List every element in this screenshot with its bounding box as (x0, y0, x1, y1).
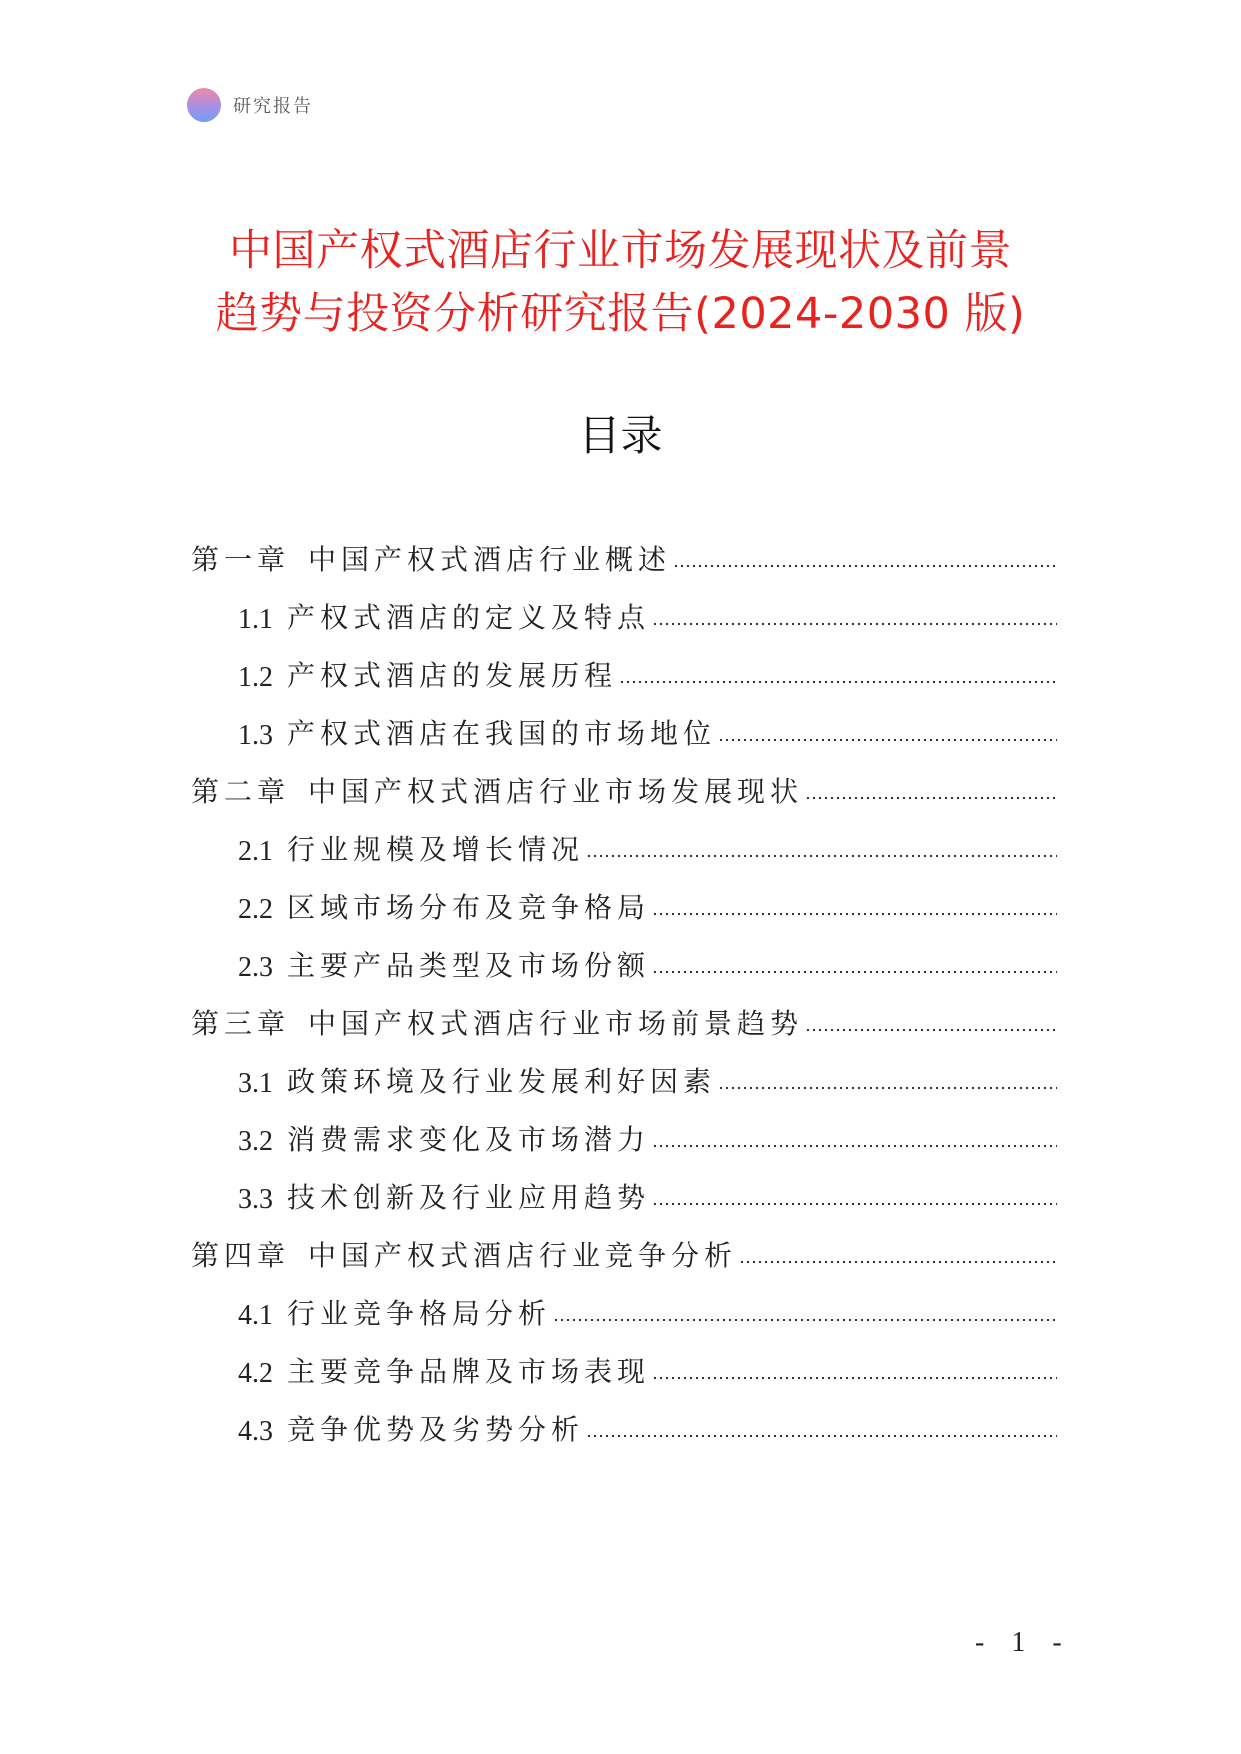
toc-entry-number: 4.2 (238, 1358, 273, 1389)
toc-entry-number: 第一章 (191, 543, 291, 576)
toc-entry-title: 中国产权式酒店行业市场发展现状 (308, 775, 804, 808)
toc-entry-title: 技术创新及行业应用趋势 (287, 1181, 651, 1214)
report-title-line-2: 趋势与投资分析研究报告(2024-2030 版) (215, 289, 1026, 339)
toc-entry[interactable] (238, 1408, 1057, 1448)
toc-entry-title: 产权式酒店的定义及特点 (287, 601, 651, 634)
toc-entry[interactable] (238, 1118, 1057, 1158)
toc-entry[interactable] (238, 1060, 1057, 1100)
toc-entry-title: 区域市场分布及竞争格局 (287, 891, 651, 924)
toc-dot-leader (652, 621, 1057, 627)
toc-entry[interactable] (238, 654, 1057, 694)
toc-entry-title: 行业竞争格局分析 (287, 1297, 552, 1330)
toc-dot-leader (553, 1317, 1057, 1323)
page-number: - 1 - (975, 1627, 1072, 1658)
toc-heading: 目录 (578, 411, 663, 460)
toc-dot-leader (586, 1433, 1057, 1439)
toc-entry-number: 4.3 (238, 1416, 273, 1447)
header-label: 研究报告 (233, 96, 313, 117)
toc-entry-number: 2.1 (238, 836, 273, 867)
toc-entry[interactable] (238, 828, 1057, 868)
toc-entry[interactable] (238, 1292, 1057, 1332)
toc-entry-number: 1.3 (238, 720, 273, 751)
toc-dot-leader (652, 1375, 1057, 1381)
toc-dot-leader (805, 795, 1057, 801)
toc-entry[interactable] (238, 1350, 1057, 1390)
toc-entry[interactable] (238, 596, 1057, 636)
toc-dot-leader (652, 969, 1057, 975)
toc-entry[interactable] (191, 770, 1057, 810)
toc-entry-title: 行业规模及增长情况 (287, 833, 585, 866)
toc-dot-leader (652, 1143, 1057, 1149)
toc-entry-title: 主要产品类型及市场份额 (287, 949, 651, 982)
report-title (0, 220, 1241, 346)
toc-entry-number: 3.3 (238, 1184, 273, 1215)
toc-dot-leader (739, 1259, 1057, 1265)
toc-entry[interactable] (191, 1002, 1057, 1042)
toc-entry-title: 中国产权式酒店行业概述 (308, 543, 672, 576)
report-title-line-1: 中国产权式酒店行业市场发展现状及前景 (229, 226, 1012, 276)
toc-entry-number: 2.2 (238, 894, 273, 925)
toc-entry[interactable] (238, 886, 1057, 926)
toc-entry-title: 政策环境及行业发展利好因素 (287, 1065, 717, 1098)
toc-dot-leader (718, 737, 1057, 743)
toc-entry[interactable] (191, 538, 1057, 578)
toc-dot-leader (619, 679, 1057, 685)
toc-dot-leader (718, 1085, 1057, 1091)
logo-circle-icon (187, 88, 221, 122)
toc-entry[interactable] (191, 1234, 1057, 1274)
toc-entry-title: 产权式酒店在我国的市场地位 (287, 717, 717, 750)
toc-entry[interactable] (238, 944, 1057, 984)
toc-entry-number: 4.1 (238, 1300, 273, 1331)
toc-entry-number: 3.1 (238, 1068, 273, 1099)
toc-entry-title: 中国产权式酒店行业市场前景趋势 (308, 1007, 804, 1040)
toc-dot-leader (586, 853, 1057, 859)
toc-dot-leader (652, 1201, 1057, 1207)
toc-dot-leader (805, 1027, 1057, 1033)
toc-entry-title: 消费需求变化及市场潜力 (287, 1123, 651, 1156)
toc-dot-leader (652, 911, 1057, 917)
toc-entry-title: 中国产权式酒店行业竞争分析 (308, 1239, 738, 1272)
toc-entry[interactable] (238, 1176, 1057, 1216)
toc-entry-number: 第三章 (191, 1007, 291, 1040)
page-header (187, 88, 313, 122)
toc-entry-number: 1.2 (238, 662, 273, 693)
toc-entry-title: 竞争优势及劣势分析 (287, 1413, 585, 1446)
toc-entry-title: 主要竞争品牌及市场表现 (287, 1355, 651, 1388)
toc-entry[interactable] (238, 712, 1057, 752)
toc-dot-leader (673, 563, 1057, 569)
toc-entry-number: 1.1 (238, 604, 273, 635)
toc-entry-number: 3.2 (238, 1126, 273, 1157)
toc-entry-number: 第二章 (191, 775, 291, 808)
toc-entry-number: 第四章 (191, 1239, 291, 1272)
toc-entry-title: 产权式酒店的发展历程 (287, 659, 618, 692)
toc-entry-number: 2.3 (238, 952, 273, 983)
